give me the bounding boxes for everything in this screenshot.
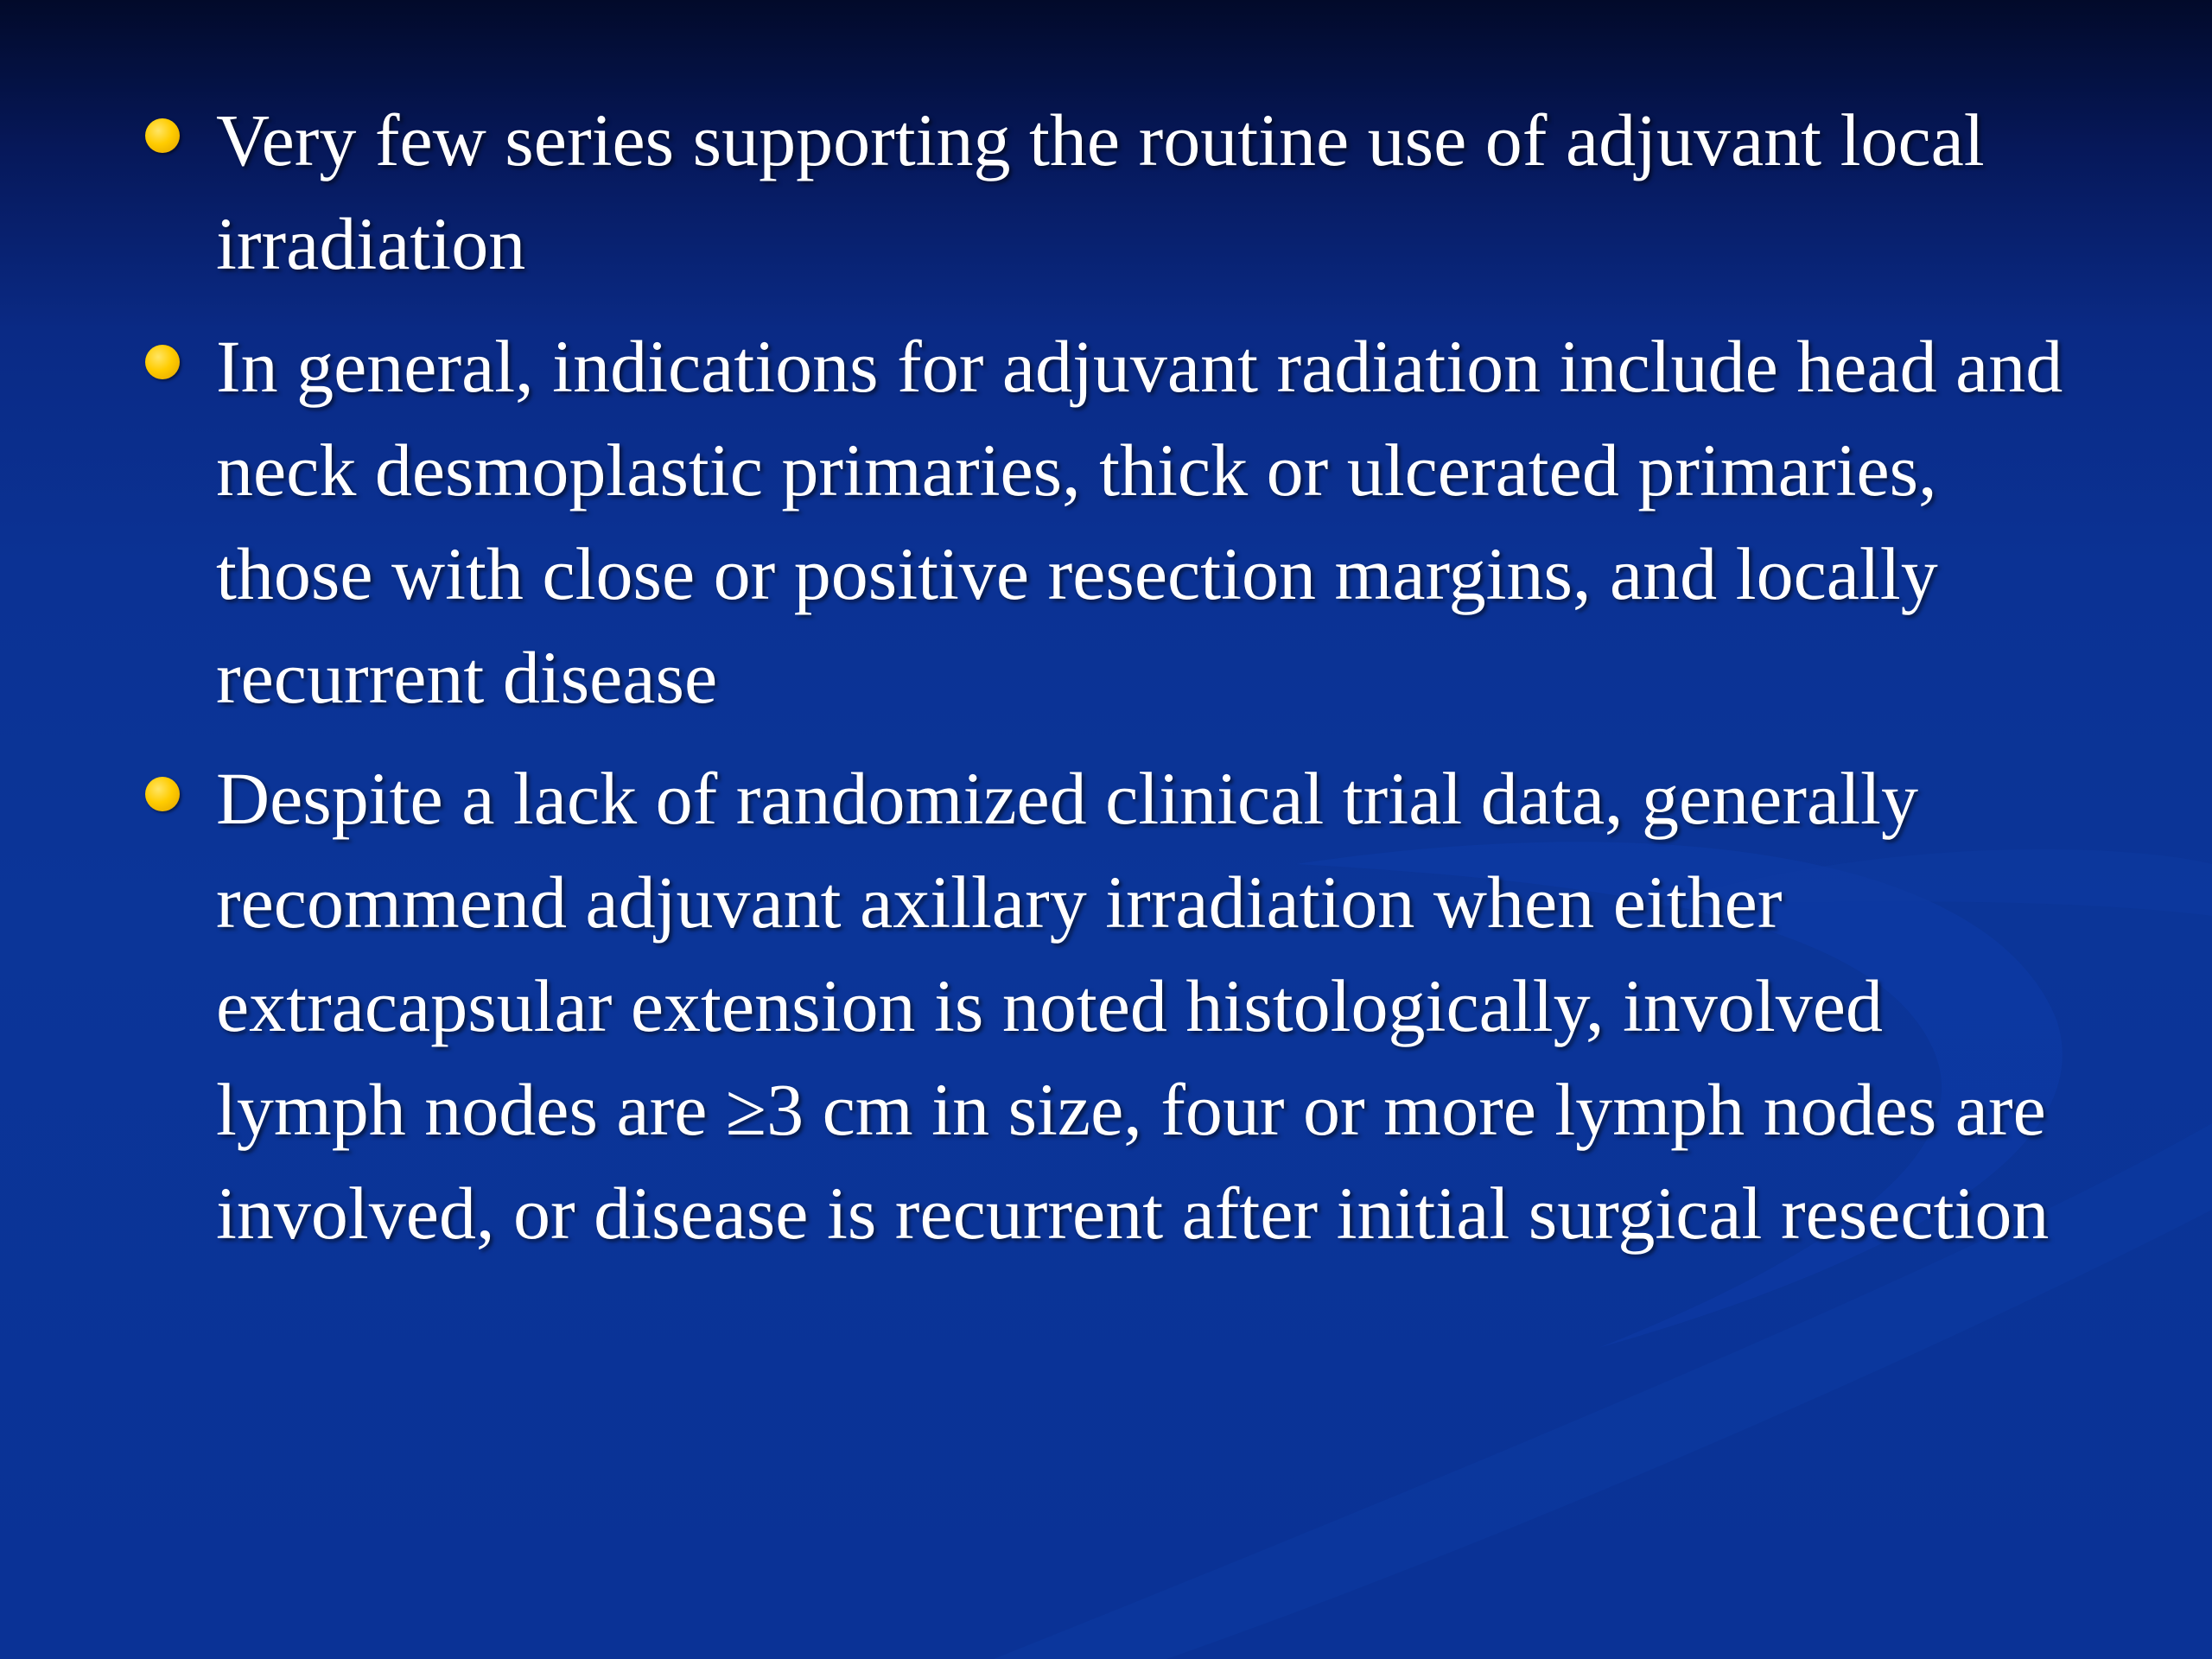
bullet-text: Despite a lack of randomized clinical trial data, generally recommend adjuvant axillary irradiation when either extracapsular extension is noted histologically, involved lymph nodes are ≥3 cm in size, four or more lymph nodes are involved, or disease is recurrent after initial surgical resection xyxy=(216,757,2050,1255)
bullet-text: In general, indications for adjuvant radiation include head and neck desmoplastic primaries, thick or ulcerated primaries, those with close or positive resection margins, and locally recurrent disease xyxy=(216,325,2063,719)
bullet-item xyxy=(216,88,2082,296)
bullet-text: Very few series supporting the routine use of adjuvant local irradiation xyxy=(216,99,1985,285)
bullet-dot-icon xyxy=(145,118,180,153)
bullet-dot-icon xyxy=(145,777,180,811)
bullet-item xyxy=(216,747,2082,1265)
bullet-item xyxy=(216,315,2082,729)
bullet-dot-icon xyxy=(145,345,180,379)
